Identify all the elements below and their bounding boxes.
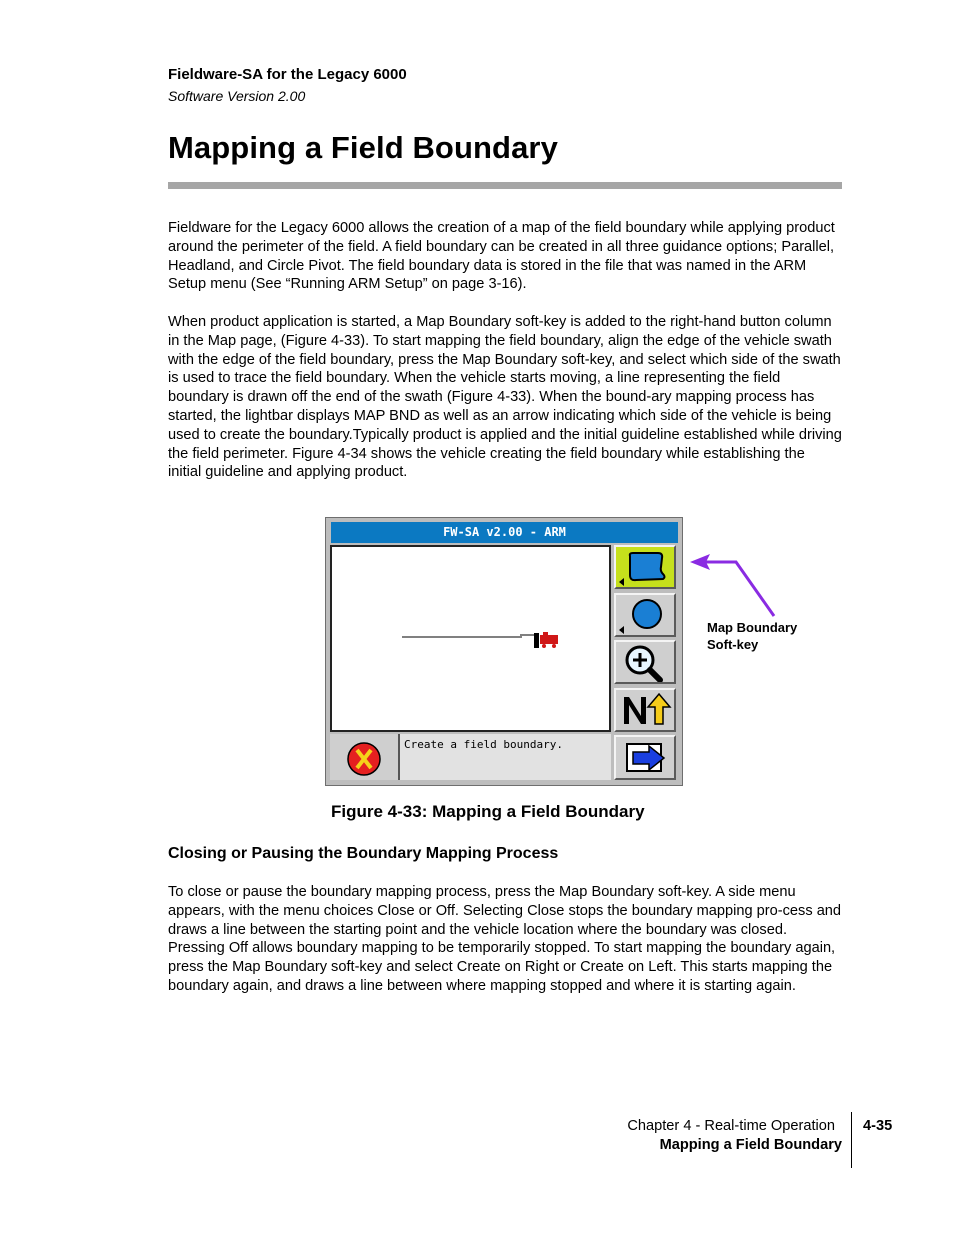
start-mapping-paragraph: When product application is started, a Map Boundary soft-key is added to the right-hand button column in the Map page, (Figure 4-33). To start mapping the field boundary, align the edge of the vehicle swath with the edge of the field boundary, press the Map Boundary soft-key, and select which side of the swath is used to trace the field boundary. When the vehicle starts moving, a line representing the field boundary is drawn off the end of the swath (Figure 4-33). When the bound-ary mapping process has started, the lightbar displays MAP BND as well as an arrow indicating which side of the vehicle is being used to create the boundary.Typically product is applied and the initial guideline established while driving the field perimeter. Figure 4-34 shows the vehicle creating the field boundary while establishing the initial guideline and applying product. — [168, 314, 842, 481]
callout-line-1: Map Boundary — [707, 620, 798, 635]
screen-titlebar: FW-SA v2.00 - ARM — [331, 522, 678, 543]
closing-paragraph: To close or pause the boundary mapping process, press the Map Boundary soft-key. A side menu appears, with the menu choices Close or Off. Selecting Close stops the boundary mapping pro-cess and draws a line between the starting point and the vehicle location where the boundary was closed. Pressing Off allows boundary mapping to be temporarily stopped. To start mapping the boundary again, press the Map Boundary soft-key and select Create on Right or Create on Left. This starts mapping the boundary again, and draws a line between where mapping stopped and where it is starting again. — [168, 884, 842, 994]
figure-caption: Figure 4-33: Mapping a Field Boundary — [331, 802, 645, 821]
map-boundary-icon — [616, 547, 674, 587]
arrow-right-icon — [616, 737, 674, 778]
footer-section: Mapping a Field Boundary — [659, 1137, 842, 1153]
boundary-map — [332, 547, 609, 730]
callout-arrow — [686, 552, 786, 622]
north-up-icon — [616, 690, 674, 730]
page-title: Mapping a Field Boundary — [168, 130, 558, 165]
section-subheading: Closing or Pausing the Boundary Mapping Process — [168, 845, 559, 862]
vehicle-icon — [540, 635, 558, 644]
zoom-in-icon — [616, 642, 674, 682]
callout-label — [707, 619, 797, 653]
cancel-softkey[interactable] — [330, 734, 398, 780]
vehicle-marker — [534, 633, 539, 648]
intro-paragraph: Fieldware for the Legacy 6000 allows the creation of a map of the field boundary while applying product around the perimeter of the field. A field boundary can be created in all three guidance options; Parallel, Headland, and Circle Pivot. The field boundary data is stored in the file that was named in the ARM Setup menu (See “Running ARM Setup” on page 3-16). — [168, 220, 835, 293]
title-rule — [168, 182, 842, 189]
footer-divider — [851, 1112, 852, 1168]
product-title: Fieldware-SA for the Legacy 6000 — [168, 66, 407, 83]
circle-pivot-icon — [616, 595, 674, 635]
circle-pivot-softkey[interactable] — [614, 593, 676, 637]
map-view — [330, 545, 611, 732]
zoom-softkey[interactable] — [614, 640, 676, 684]
callout-line-2: Soft-key — [707, 637, 759, 652]
page-number: 4-35 — [863, 1118, 893, 1134]
next-softkey[interactable] — [614, 735, 676, 780]
cancel-icon — [330, 734, 398, 780]
north-up-softkey[interactable] — [614, 688, 676, 732]
footer-chapter: Chapter 4 - Real-time Operation — [627, 1118, 835, 1134]
status-message: Create a field boundary. — [398, 734, 611, 780]
map-boundary-softkey[interactable] — [614, 545, 676, 589]
software-version: Software Version 2.00 — [168, 88, 306, 104]
